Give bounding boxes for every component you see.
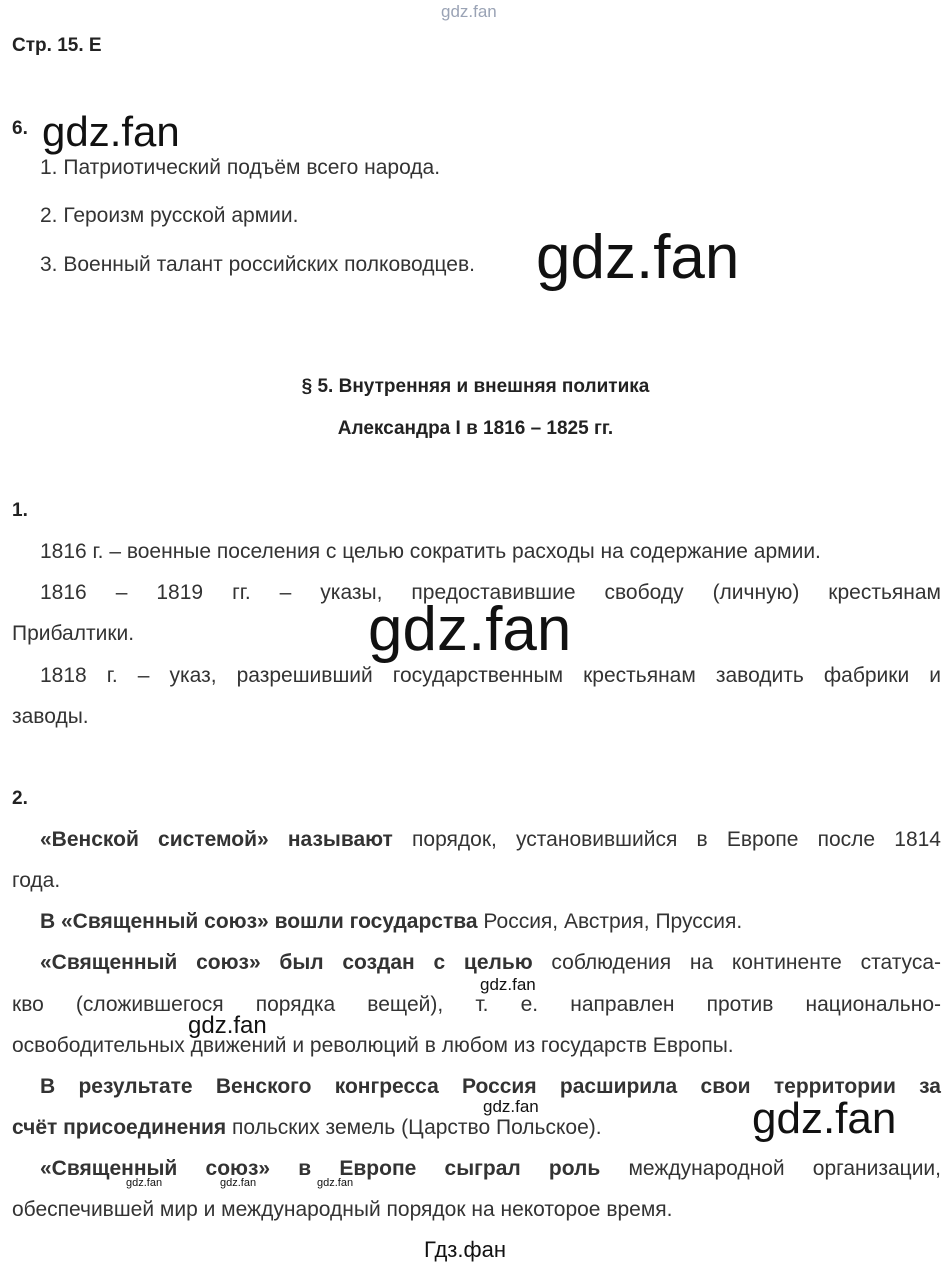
q2-paragraph-3-line-3: освободительных движений и революций в любом из государств Европы. — [12, 1034, 734, 1057]
q2-paragraph-4-line-2: счёт присоединения польских земель (Царство Польское). — [12, 1116, 602, 1139]
question-6-number: 6. — [12, 118, 28, 139]
q2-paragraph-3-line-2: кво (сложившегося порядка вещей), т. е. направлен против национально- — [12, 993, 941, 1016]
q1-paragraph-2-line-1: 1816 – 1819 гг. – указы, предоставившие свободу (личную) крестьянам — [40, 581, 941, 604]
watermark-top: gdz.fan — [441, 2, 497, 21]
watermark-large: gdz.fan — [368, 595, 572, 664]
watermark-small: gdz.fan — [480, 975, 536, 994]
watermark-small: gdz.fan — [483, 1097, 539, 1116]
q6-item-2: 2. Героизм русской армии. — [40, 204, 299, 227]
q1-paragraph-3-line-2: заводы. — [12, 705, 89, 728]
watermark-tiny: gdz.fan — [220, 1177, 257, 1189]
q2-paragraph-2: В «Священный союз» вошли государства Россия, Австрия, Пруссия. — [40, 910, 743, 933]
q2-paragraph-1-line-1: «Венской системой» называют порядок, установившийся в Европе после 1814 — [40, 828, 941, 851]
footer-watermark: Гдз.фан — [424, 1237, 506, 1262]
page-reference: Стр. 15. Е — [12, 35, 102, 56]
watermark-large: gdz.fan — [752, 1094, 897, 1143]
q6-item-3: 3. Военный талант российских полководцев. — [40, 253, 475, 276]
q6-item-1: 1. Патриотический подъём всего народа. — [40, 156, 441, 179]
question-1-number: 1. — [12, 500, 28, 521]
q1-paragraph-1: 1816 г. – военные поселения с целью сократить расходы на содержание армии. — [40, 540, 821, 563]
watermark-large: gdz.fan — [536, 223, 740, 292]
watermark-tiny: gdz.fan — [126, 1177, 163, 1189]
q2-paragraph-4-line-1: В результате Венского конгресса Россия расширила свои территории за — [40, 1075, 941, 1098]
q2-paragraph-5-line-2: обеспечившей мир и международный порядок на некоторое время. — [12, 1198, 673, 1221]
watermark-medium: gdz.fan — [188, 1012, 267, 1039]
watermark-large: gdz.fan — [42, 108, 180, 155]
q1-paragraph-2-line-2: Прибалтики. — [12, 622, 135, 645]
q1-paragraph-3-line-1: 1818 г. – указ, разрешивший государственным крестьянам заводить фабрики и — [40, 664, 941, 687]
section-title-line-1: § 5. Внутренняя и внешняя политика — [301, 376, 650, 397]
q2-paragraph-5-line-1: «Священный союз» в Европе сыграл роль международной организации, — [40, 1157, 941, 1180]
section-title-line-2: Александра I в 1816 – 1825 гг. — [337, 418, 614, 439]
q2-paragraph-3-line-1: «Священный союз» был создан с целью соблюдения на континенте статуса- — [40, 951, 941, 974]
q2-paragraph-1-line-2: года. — [12, 869, 61, 892]
watermark-tiny: gdz.fan — [317, 1177, 354, 1189]
question-2-number: 2. — [12, 788, 28, 809]
